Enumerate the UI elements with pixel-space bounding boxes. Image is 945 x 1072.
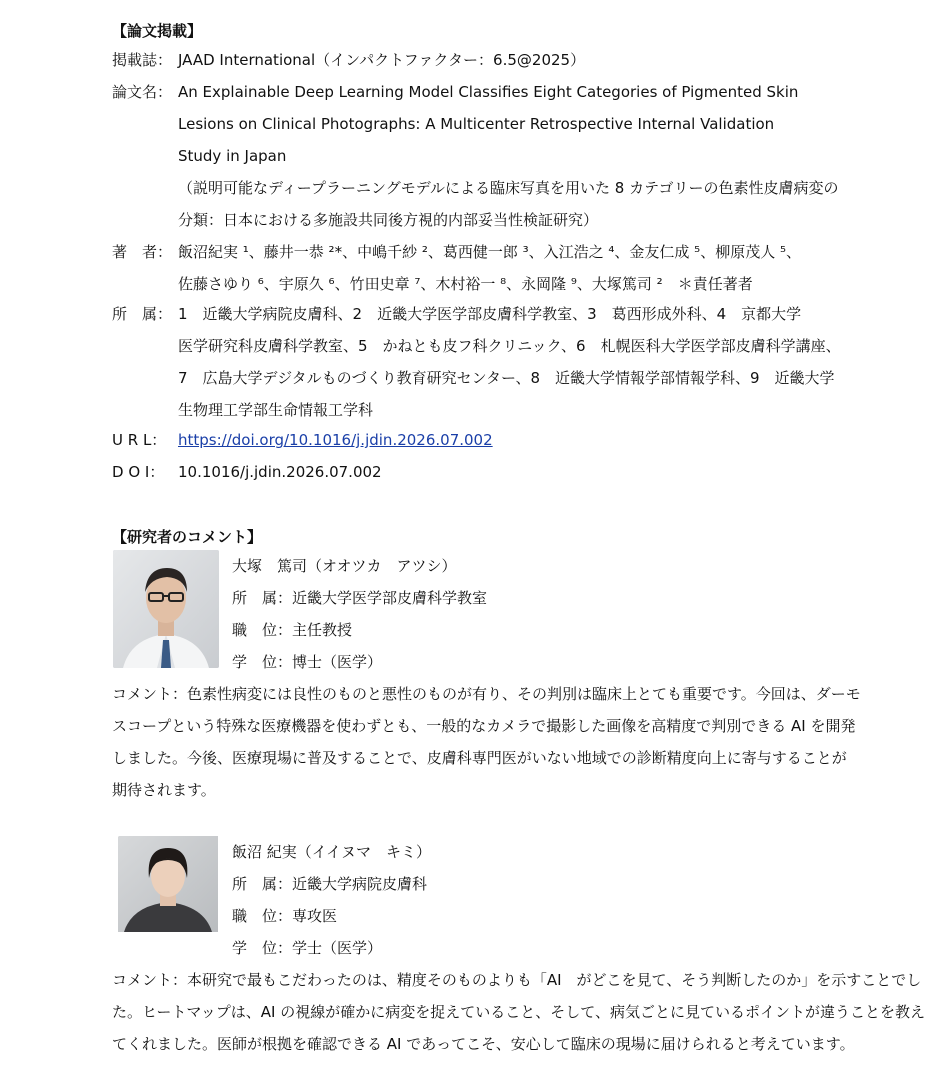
title-line: An Explainable Deep Learning Model Classifies Eight Categories of Pigmented Skin [178,83,799,101]
researcher-comment-otsuka [112,678,861,806]
comment-line: しました。今後、医療現場に普及することで、皮膚科専門医がいない地域での診断精度向上に寄与することが [112,749,847,767]
authors-row [112,236,838,300]
doi-label: D O I： [112,463,165,481]
comment-line: スコープという特殊な医療機器を使わずとも、一般的なカメラで撮影した画像を高精度で判別できる AI を開発 [112,717,856,735]
journal-value: JAAD International（インパクトファクター：6.5@2025） [178,51,586,69]
title-ja-line: 分類：日本における多施設共同後方視的内部妥当性検証研究） [178,211,599,229]
title-line: Lesions on Clinical Photographs: A Multicenter Retrospective Internal Validation [178,115,775,133]
researcher-comment-iinuma [112,964,925,1060]
affiliation-line: 7 広島大学デジタルものづくり教育研究センター、8 近畿大学情報学部情報学科、9 近畿大学 [178,369,835,387]
doi-value: 10.1016/j.jdin.2026.07.002 [178,463,382,481]
researcher-info-iinuma [232,836,431,964]
researcher-photo-iinuma [118,836,224,954]
doi-url-link[interactable]: https://doi.org/10.1016/j.jdin.2026.07.002 [178,431,493,449]
comment-line: てくれました。医師が根拠を確認できる AI であってこそ、安心して臨床の現場に届けられると考えています。 [112,1035,855,1053]
authors-label: 著 者： [112,243,173,261]
affiliation-value [178,298,841,426]
comment-line: コメント：本研究で最もこだわったのは、精度そのものよりも「AI がどこを見て、そう判断したのか」を示すことでし [112,971,922,989]
researcher-degree: 学 位：学士（医学） [232,939,383,957]
researcher-position: 職 位：主任教授 [232,621,353,639]
publication-heading: 【論文掲載】 [112,22,203,40]
title-value [178,76,838,236]
authors-value [178,236,838,300]
affiliation-line: 医学研究科皮膚科学教室、5 かねとも皮フ科クリニック、6 札幌医科大学医学部皮膚科学講座、 [178,337,841,355]
researcher-affiliation: 所 属：近畿大学医学部皮膚科学教室 [232,589,488,607]
researcher-position: 職 位：専攻医 [232,907,338,925]
researcher-degree: 学 位：博士（医学） [232,653,383,671]
comment-line: 期待されます。 [112,781,216,799]
researcher-affiliation: 所 属：近畿大学病院皮膚科 [232,875,428,893]
doi-row [112,456,838,488]
title-label: 論文名： [112,83,173,101]
url-row [112,424,838,456]
authors-line: 飯沼紀実 ¹、藤井一恭 ²*、中嶋千紗 ²、葛西健一郎 ³、入江浩之 ⁴、金友仁成 ⁵、柳原茂人 ⁵、 [178,243,801,261]
journal-label: 掲載誌： [112,51,173,69]
title-row [112,76,838,236]
affiliation-label: 所 属： [112,305,173,323]
affiliation-row [112,298,841,426]
researcher-info-otsuka [232,550,487,678]
comments-heading: 【研究者のコメント】 [112,528,263,546]
comment-line: コメント：色素性病変には良性のものと悪性のものが有り、その判別は臨床上とても重要です。今回は、ダーモ [112,685,861,703]
authors-line: 佐藤さゆり ⁶、宇原久 ⁶、竹田史章 ⁷、木村裕一 ⁸、永岡隆 ⁹、大塚篤司 ² ＊責任著者 [178,275,753,293]
researcher-name: 大塚 篤司（オオツカ アツシ） [232,557,457,575]
comment-line: た。ヒートマップは、AI の視線が確かに病変を捉えていること、そして、病気ごとに見ているポイントが違うことを教え [112,1003,925,1021]
url-label: U R L： [112,431,167,449]
researcher-photo-otsuka [113,550,219,668]
title-ja-line: （説明可能なディープラーニングモデルによる臨床写真を用いた 8 カテゴリーの色素性皮膚病変の [178,179,839,197]
affiliation-line: 生物理工学部生命情報工学科 [178,401,374,419]
journal-row [112,44,838,76]
researcher-name: 飯沼 紀実（イイヌマ キミ） [232,843,432,861]
title-line: Study in Japan [178,147,287,165]
affiliation-line: 1 近畿大学病院皮膚科、2 近畿大学医学部皮膚科学教室、3 葛西形成外科、4 京都大学 [178,305,802,323]
